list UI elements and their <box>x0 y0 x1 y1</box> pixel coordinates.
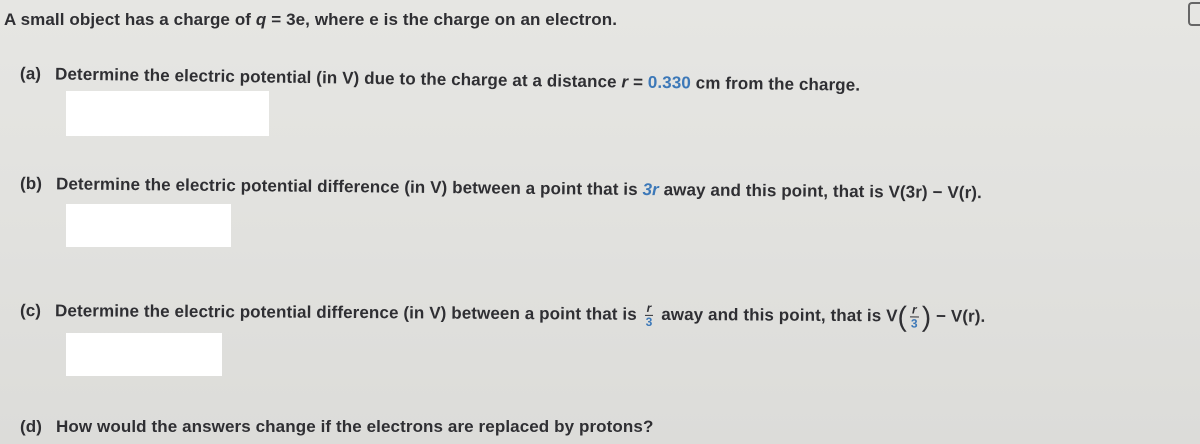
part-b-letter: (b) <box>19 174 43 194</box>
answer-input-b[interactable] <box>66 204 231 247</box>
part-c-text-mid: away and this point, that is V <box>656 304 898 326</box>
part-b-text-before: Determine the electric potential difference (in V) between a point that is <box>55 174 643 199</box>
fraction-denominator: 3 <box>645 314 653 329</box>
part-b-question <box>20 174 982 203</box>
right-paren: ) <box>921 301 932 333</box>
part-b-text-after: away and this point, that is V(3r) − V(r). <box>658 180 983 203</box>
q-eq: = <box>266 10 287 29</box>
intro-text-before: A small object has a charge of <box>4 10 256 29</box>
q-value: 3e <box>286 10 306 29</box>
v-arg-numerator: r <box>910 303 919 317</box>
q-symbol: q <box>255 10 267 29</box>
r-value: 0.330 <box>647 72 692 93</box>
left-paren: ( <box>897 300 908 332</box>
part-a-text-before: Determine the electric potential (in V) due to the charge at a distance <box>54 64 622 92</box>
answer-input-c[interactable] <box>66 333 222 376</box>
part-c-question <box>20 298 986 331</box>
fraction-numerator: r <box>645 302 654 316</box>
part-b-distance: 3r <box>642 179 659 200</box>
part-d-question <box>20 417 653 437</box>
window-corner-mark <box>1188 2 1200 26</box>
v-arg-denominator: 3 <box>910 316 918 331</box>
part-a-letter: (a) <box>19 64 42 84</box>
part-d-text: How would the answers change if the electrons are replaced by protons? <box>56 417 654 436</box>
r-over-3-fraction <box>645 302 654 329</box>
intro-line <box>4 10 617 30</box>
part-c-text-after: − V(r). <box>931 306 986 326</box>
part-c-text-before: Determine the electric potential difference (in V) between a point that is <box>55 301 642 324</box>
part-c-letter: (c) <box>19 300 42 321</box>
part-d-letter: (d) <box>20 417 43 436</box>
v-arg-fraction <box>910 303 919 330</box>
part-a-text-after: cm from the charge. <box>690 73 861 95</box>
r-symbol: r <box>621 72 629 92</box>
intro-text-after: , where e is the charge on an electron. <box>305 10 618 29</box>
answer-input-a[interactable] <box>66 91 269 136</box>
r-eq: = <box>628 72 649 92</box>
